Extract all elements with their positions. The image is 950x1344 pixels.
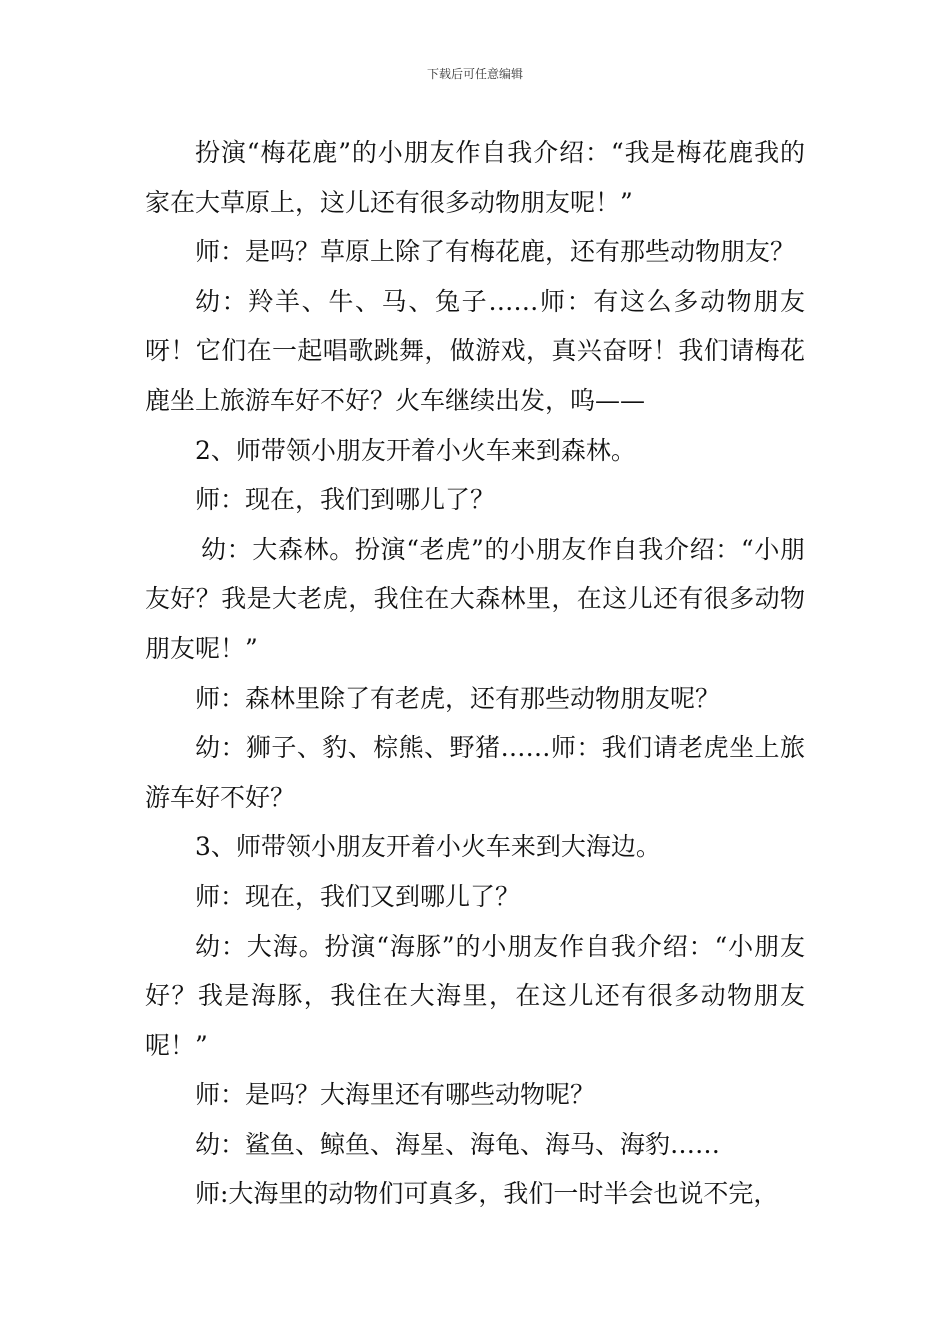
paragraph: 幼：鲨鱼、鲸鱼、海星、海龟、海马、海豹…… [195, 1129, 721, 1159]
paragraph: 师：现在，我们到哪儿了？ [195, 485, 496, 515]
paragraph: 幼：大海。扮演“海豚”的小朋友作自我介绍：“小朋友好？我是海豚，我住在大海里，在这儿还有很多动物朋友呢！” [145, 931, 805, 1060]
paragraph: 师：森林里除了有老虎，还有那些动物朋友呢？ [195, 683, 721, 713]
paragraph: 师：现在，我们又到哪儿了？ [195, 881, 521, 911]
paragraph: 扮演“梅花鹿”的小朋友作自我介绍：“我是梅花鹿我的家在大草原上，这儿还有很多动物朋友呢！” [145, 138, 805, 217]
paragraph: 师：是吗？大海里还有哪些动物呢？ [195, 1080, 596, 1110]
paragraph: 幼：大森林。扮演“老虎”的小朋友作自我介绍：“小朋友好？我是大老虎，我住在大森林里，在这儿还有很多动物朋友呢！” [145, 534, 805, 663]
document-body [145, 128, 805, 1219]
paragraph: 师:大海里的动物们可真多，我们一时半会也说不完， [195, 1179, 779, 1209]
paragraph: 2、师带领小朋友开着小火车来到森林。 [195, 435, 636, 465]
paragraph: 幼：羚羊、牛、马、兔子……师：有这么多动物朋友呀！它们在一起唱歌跳舞，做游戏，真兴奋呀！我们请梅花鹿坐上旅游车好不好？火车继续出发，呜—— [145, 286, 805, 415]
paragraph: 师：是吗？草原上除了有梅花鹿，还有那些动物朋友？ [195, 237, 796, 267]
paragraph: 幼：狮子、豹、棕熊、野猪……师：我们请老虎坐上旅游车好不好？ [145, 733, 805, 812]
page-header-note: 下载后可任意编辑 [426, 67, 523, 81]
paragraph: 3、师带领小朋友开着小火车来到大海边。 [195, 832, 661, 862]
